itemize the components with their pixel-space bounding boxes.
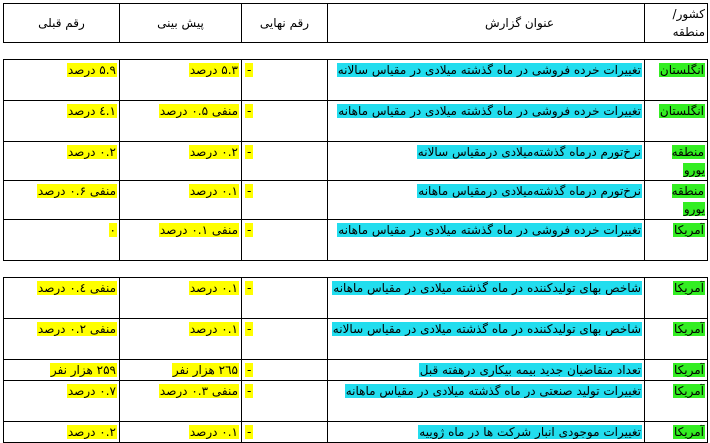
- report-title-cell-text: شاخص بهای تولیدکننده در ماه گذشته میلادی در مقیاس ماهانه: [333, 281, 641, 295]
- previous-cell: [4, 181, 120, 220]
- final-value-cell-text: -: [247, 384, 252, 398]
- header-row: [4, 4, 708, 43]
- final-value-cell-text: -: [247, 425, 252, 439]
- header-final: رقم نهایی: [242, 4, 328, 43]
- previous-cell-text: ۰: [109, 223, 116, 237]
- country-cell-text: آمریکا: [673, 425, 704, 439]
- header-previous: رقم قبلی: [4, 4, 120, 43]
- final-value-cell-text: -: [247, 145, 252, 159]
- previous-cell: [4, 319, 120, 360]
- final-value-cell: [242, 101, 328, 142]
- country-cell-text: آمریکا: [673, 223, 704, 237]
- previous-cell: [4, 142, 120, 181]
- country-cell-text: آمریکا: [673, 322, 704, 336]
- report-title-cell: [328, 181, 645, 220]
- previous-cell-text: ۵.۹ درصد: [67, 63, 116, 77]
- report-title-cell: [328, 278, 645, 319]
- final-value-cell-text: -: [247, 223, 252, 237]
- forecast-cell-text: ۲٦۵ هزار نفر: [172, 363, 238, 377]
- previous-cell: [4, 60, 120, 101]
- forecast-cell: [120, 181, 242, 220]
- previous-cell-text: ۰.۷ درصد: [67, 384, 116, 398]
- header-country: کشور/منطقه: [645, 4, 708, 43]
- previous-cell-text: ۰.۲ درصد: [67, 425, 116, 439]
- table-row: [4, 381, 708, 422]
- country-cell: [645, 181, 708, 220]
- final-value-cell-text: -: [247, 363, 252, 377]
- forecast-cell: [120, 381, 242, 422]
- table-row: [4, 360, 708, 381]
- report-title-cell-text: تعداد متقاضیان جدید بیمه بیکاری درهفته قبل: [419, 363, 641, 377]
- final-value-cell: [242, 422, 328, 443]
- country-cell: [645, 101, 708, 142]
- country-cell: [645, 142, 708, 181]
- group-spacer-2: [4, 261, 708, 278]
- country-cell-text: انگلستان: [659, 104, 704, 118]
- report-title-cell-text: نرخ‌تورم درماه گذشته‌میلادی درمقیاس سالانه: [417, 145, 641, 159]
- previous-cell: [4, 220, 120, 261]
- report-title-cell-text: نرخ‌تورم درماه گذشته‌میلادی درمقیاس ماهانه: [418, 184, 641, 198]
- group-spacer-1: [4, 43, 708, 60]
- final-value-cell: [242, 319, 328, 360]
- report-title-cell-text: تغییرات موجودی انبار شرکت ها در ماه ژوییه: [419, 425, 641, 439]
- country-cell: [645, 360, 708, 381]
- report-title-cell: [328, 381, 645, 422]
- report-title-cell: [328, 220, 645, 261]
- table-row: [4, 319, 708, 360]
- final-value-cell: [242, 360, 328, 381]
- country-cell-text: انگلستان: [659, 63, 704, 77]
- final-value-cell-text: -: [247, 184, 252, 198]
- report-title-cell: [328, 319, 645, 360]
- final-value-cell: [242, 60, 328, 101]
- final-value-cell: [242, 381, 328, 422]
- country-cell-text: آمریکا: [673, 363, 704, 377]
- report-title-cell-text: تغییرات تولید صنعتی در ماه گذشته میلادی در مقیاس ماهانه: [345, 384, 641, 398]
- country-cell-text: منطقه یورو: [671, 184, 705, 216]
- forecast-cell: [120, 142, 242, 181]
- previous-cell-text: منفی ۰.۶ درصد: [37, 184, 116, 198]
- report-title-cell: [328, 60, 645, 101]
- country-cell: [645, 422, 708, 443]
- forecast-cell-text: منفی ۰.۳ درصد: [159, 384, 238, 398]
- final-value-cell: [242, 278, 328, 319]
- header-forecast: پیش بینی: [120, 4, 242, 43]
- country-cell: [645, 60, 708, 101]
- final-value-cell-text: -: [247, 322, 252, 336]
- country-cell: [645, 278, 708, 319]
- table-row: [4, 181, 708, 220]
- country-cell: [645, 220, 708, 261]
- forecast-cell: [120, 60, 242, 101]
- forecast-cell: [120, 101, 242, 142]
- final-value-cell: [242, 220, 328, 261]
- forecast-cell: [120, 278, 242, 319]
- table-row: [4, 278, 708, 319]
- table-row: [4, 142, 708, 181]
- final-value-cell-text: -: [247, 104, 252, 118]
- country-cell-text: آمریکا: [673, 384, 704, 398]
- previous-cell-text: ۰.۲ درصد: [67, 145, 116, 159]
- final-value-cell: [242, 142, 328, 181]
- forecast-cell: [120, 220, 242, 261]
- table-row: [4, 422, 708, 443]
- final-value-cell-text: -: [247, 63, 252, 77]
- forecast-cell: [120, 319, 242, 360]
- report-title-cell-text: تغییرات خرده فروشی در ماه گذشته میلادی در مقیاس سالانه: [337, 63, 641, 77]
- table-row: [4, 60, 708, 101]
- final-value-cell: [242, 181, 328, 220]
- header-title: عنوان گزارش: [328, 4, 645, 43]
- forecast-cell: [120, 360, 242, 381]
- previous-cell: [4, 278, 120, 319]
- table-row: [4, 101, 708, 142]
- previous-cell-text: ۱.٤ درصد: [67, 104, 116, 118]
- previous-cell-text: منفی ۰.۲ درصد: [37, 322, 116, 336]
- forecast-cell-text: ۰.۱ درصد: [189, 184, 238, 198]
- forecast-cell-text: ۰.۱ درصد: [189, 322, 238, 336]
- previous-cell-text: ۲۵۹ هزار نفر: [50, 363, 116, 377]
- forecast-cell-text: ۰.۱ درصد: [189, 281, 238, 295]
- previous-cell: [4, 381, 120, 422]
- forecast-cell-text: منفی ۰.۵ درصد: [159, 104, 238, 118]
- economic-calendar: [3, 3, 707, 443]
- forecast-cell-text: منفی ۰.۱ درصد: [159, 223, 238, 237]
- table-row: [4, 220, 708, 261]
- report-title-cell-text: شاخص بهای تولیدکننده در ماه گذشته میلادی در مقیاس سالانه: [332, 322, 641, 336]
- previous-cell-text: منفی ۰.٤ درصد: [37, 281, 116, 295]
- forecast-cell: [120, 422, 242, 443]
- country-cell: [645, 381, 708, 422]
- report-title-cell: [328, 360, 645, 381]
- report-title-cell: [328, 142, 645, 181]
- forecast-cell-text: ۰.۱ درصد: [189, 425, 238, 439]
- country-cell-text: آمریکا: [673, 281, 704, 295]
- previous-cell: [4, 422, 120, 443]
- previous-cell: [4, 101, 120, 142]
- report-title-cell-text: تغییرات خرده فروشی در ماه گذشته میلادی در مقیاس ماهانه: [338, 104, 641, 118]
- forecast-cell-text: ۰.۲ درصد: [189, 145, 238, 159]
- report-table: [3, 3, 708, 443]
- forecast-cell-text: ۵.۳ درصد: [189, 63, 238, 77]
- final-value-cell-text: -: [247, 281, 252, 295]
- report-title-cell: [328, 101, 645, 142]
- country-cell-text: منطقه یورو: [671, 145, 705, 177]
- report-title-cell: [328, 422, 645, 443]
- previous-cell: [4, 360, 120, 381]
- report-title-cell-text: تغییرات خرده فروشی در ماه گذشته میلادی در مقیاس ماهانه: [338, 223, 641, 237]
- country-cell: [645, 319, 708, 360]
